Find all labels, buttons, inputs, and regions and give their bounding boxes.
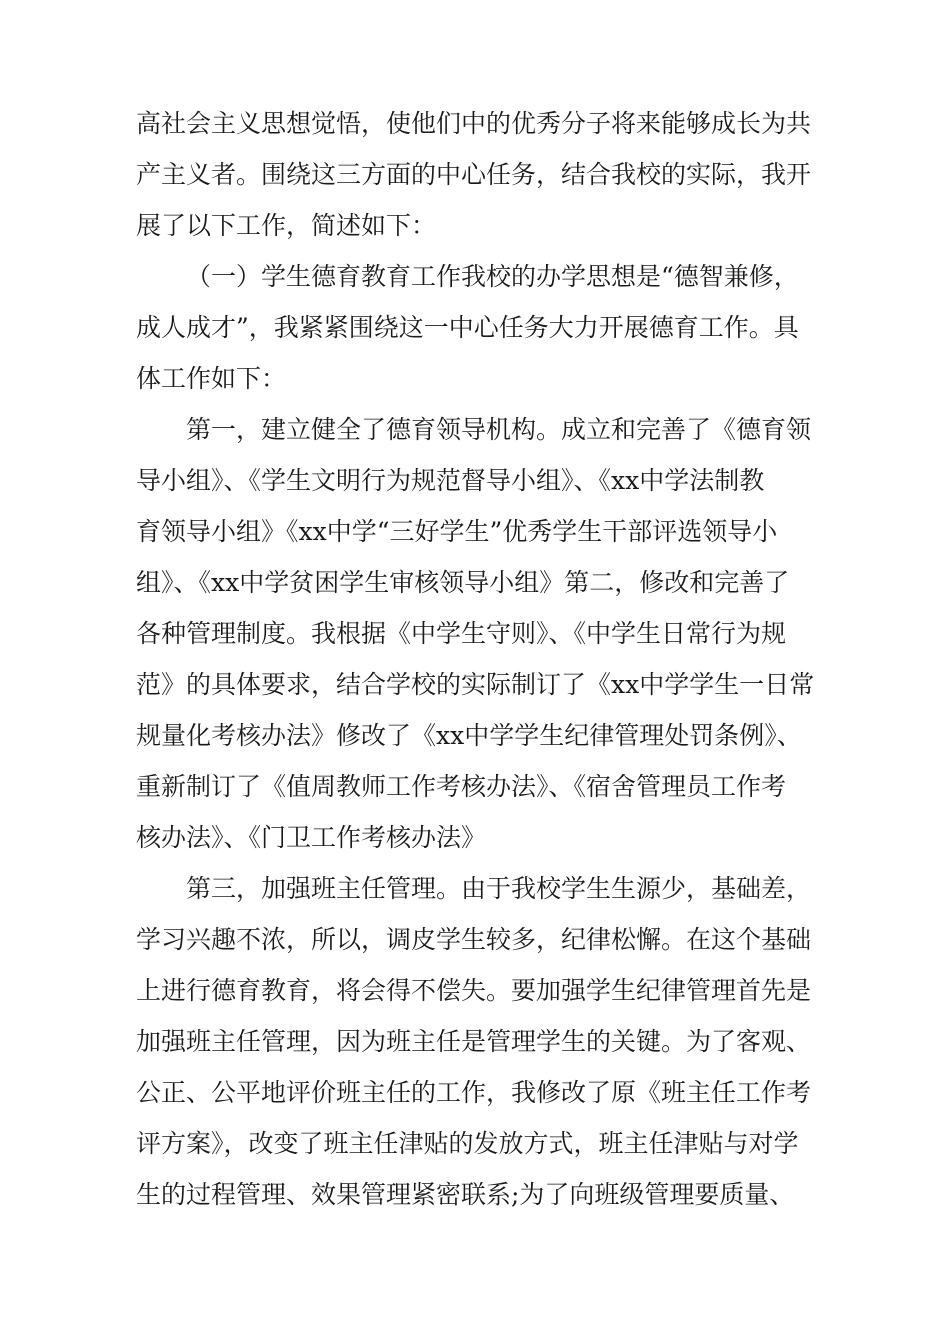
text-line: 上进行德育教育，将会得不偿失。要加强学生纪律管理首先是: [136, 976, 812, 1005]
text-line: 体工作如下：: [136, 364, 287, 393]
text-line: 产主义者。围绕这三方面的中心任务，结合我校的实际，我开: [136, 160, 812, 189]
text-line: 展了以下工作，简述如下：: [136, 211, 437, 240]
text-line: 核办法》、《门卫工作考核办法》: [136, 823, 487, 852]
text-line: 成人成才”，我紧紧围绕这一中心任务大力开展德育工作。具: [136, 313, 799, 342]
text-line: 范》的具体要求，结合学校的实际制订了《xx中学学生一日常: [136, 670, 815, 699]
text-line: 重新制订了《值周教师工作考核办法》、《宿舍管理员工作考: [136, 772, 787, 801]
text-line: 导小组》、《学生文明行为规范督导小组》、《xx中学法制教: [136, 466, 765, 495]
paragraph-start-line: 第一，建立健全了德育领导机构。成立和完善了《德育领: [186, 415, 812, 444]
text-line: 加强班主任管理，因为班主任是管理学生的关键。为了客观、: [136, 1027, 812, 1056]
text-line: 高社会主义思想觉悟，使他们中的优秀分子将来能够成长为共: [136, 109, 812, 138]
paragraph-start-line: （一）学生德育教育工作我校的办学思想是“德智兼修，: [186, 262, 799, 291]
text-line: 评方案》，改变了班主任津贴的发放方式，班主任津贴与对学: [136, 1129, 799, 1158]
text-line: 规量化考核办法》修改了《xx中学学生纪律管理处罚条例》、: [136, 721, 802, 750]
text-line: 公正、公平地评价班主任的工作，我修改了原《班主任工作考: [136, 1078, 812, 1107]
text-line: 学习兴趣不浓，所以，调皮学生较多，纪律松懈。在这个基础: [136, 925, 812, 954]
paragraph-start-line: 第三，加强班主任管理。由于我校学生生源少，基础差，: [186, 874, 812, 903]
text-line: 生的过程管理、效果管理紧密联系;为了向班级管理要质量、: [136, 1180, 795, 1209]
text-line: 组》、《xx中学贫困学生审核领导小组》第二，修改和完善了: [136, 568, 790, 597]
document-body: [136, 98, 836, 1220]
text-line: 各种管理制度。我根据《中学生守则》、《中学生日常行为规: [136, 619, 787, 648]
text-line: 育领导小组》《xx中学“三好学生”优秀学生干部评选领导小: [136, 517, 778, 546]
